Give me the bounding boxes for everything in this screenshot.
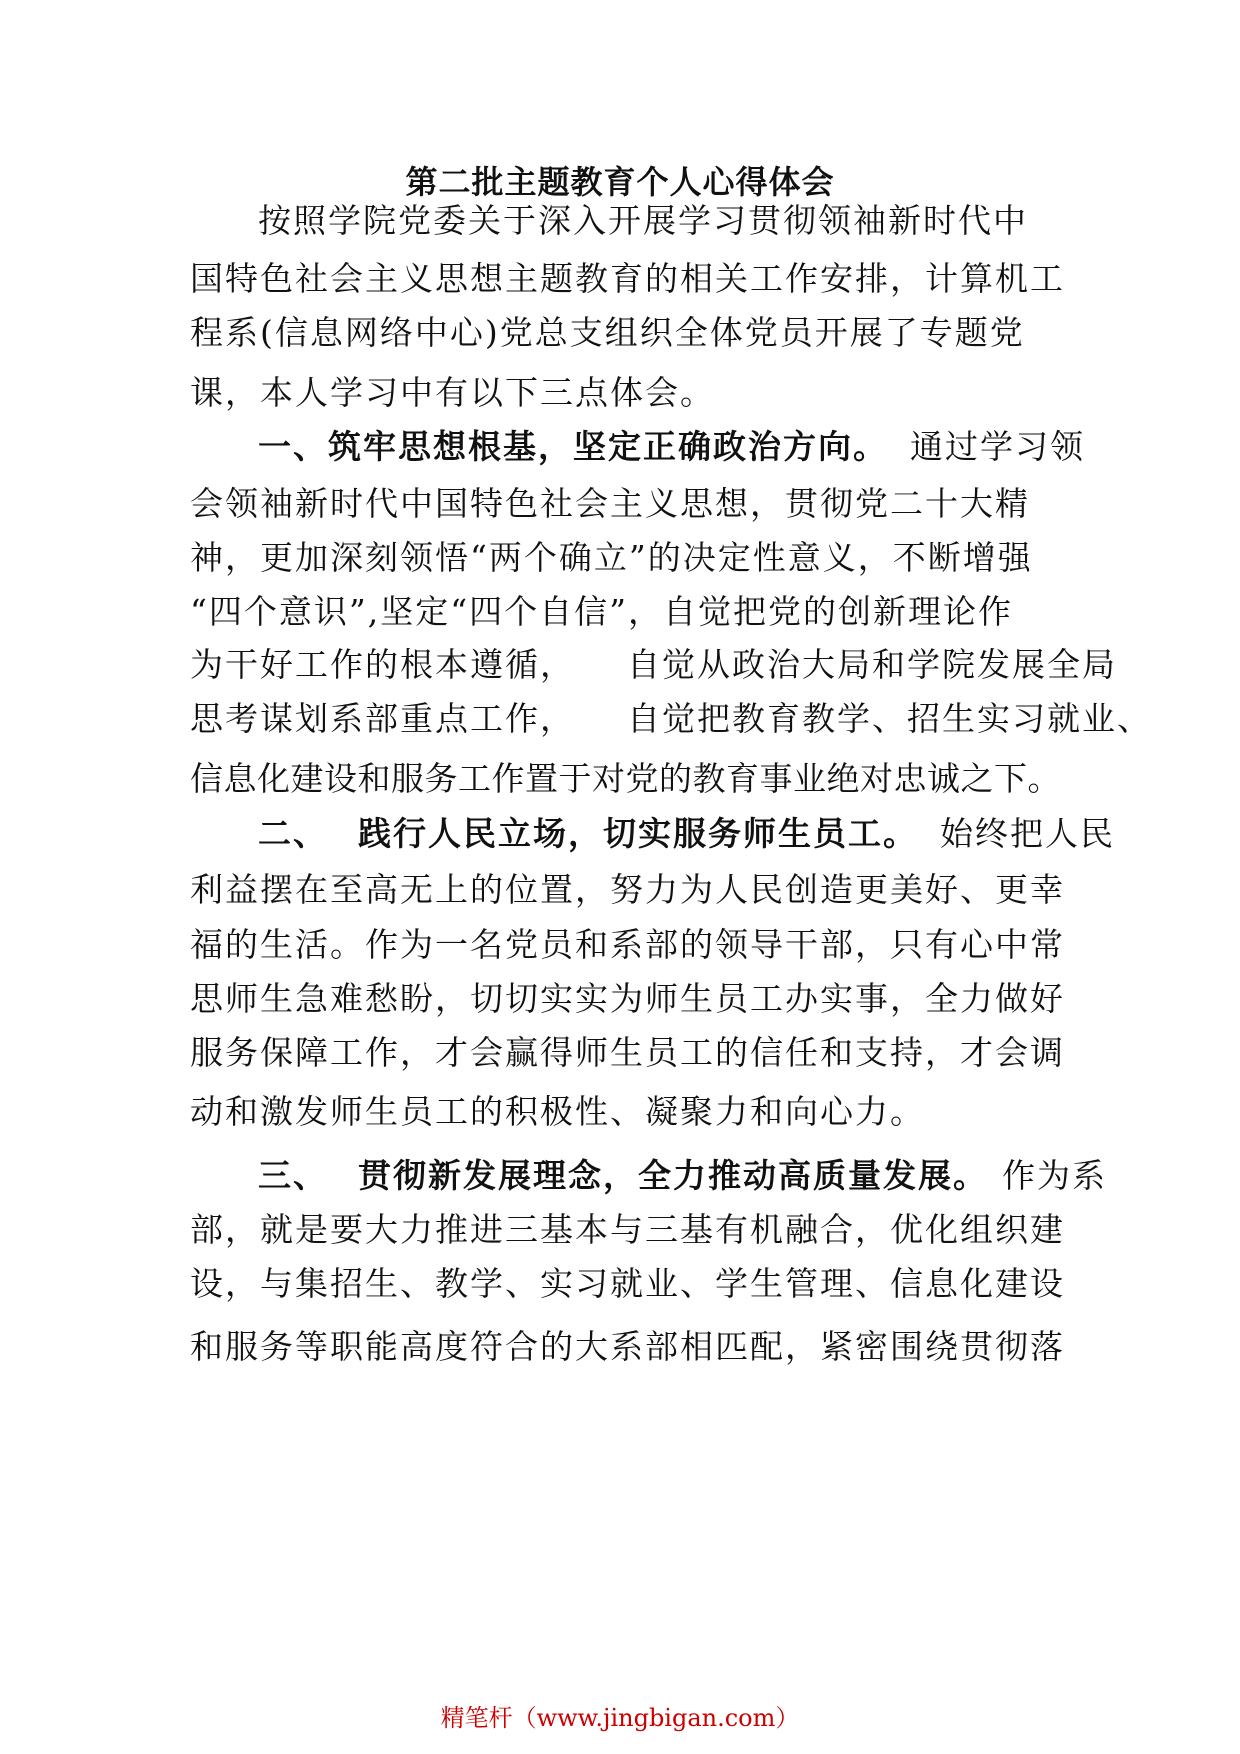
section3-number: 三、 xyxy=(258,1156,328,1195)
section1-line-6b: 自觉把教育教学、招生实习就业、 xyxy=(627,699,1152,738)
section1-line-3: 神，更加深刻领悟“两个确立”的决定性意义，不断增强 xyxy=(190,538,1033,577)
section1-line-5a: 为干好工作的根本遵循， xyxy=(190,645,575,684)
section2-first-line xyxy=(258,812,1115,856)
intro-line-4: 课，本人学习中有以下三点体会。 xyxy=(190,373,715,412)
intro-line-2: 国特色社会主义思想主题教育的相关工作安排，计算机工 xyxy=(190,259,1065,298)
footer-watermark: 精笔杆（www.jingbigan.com） xyxy=(440,1704,800,1732)
section2-line-5: 服务保障工作，才会赢得师生员工的信任和支持，才会调 xyxy=(190,1033,1065,1072)
section3-line-3: 设，与集招生、教学、实习就业、学生管理、信息化建设 xyxy=(190,1264,1065,1303)
section1-line-4: “四个意识”,坚定“四个自信”，自觉把党的创新理论作 xyxy=(190,592,1013,631)
section2-line-4: 思师生急难愁盼，切切实实为师生员工办实事，全力做好 xyxy=(190,979,1065,1018)
section3-first-line xyxy=(258,1154,1107,1198)
section1-line-6 xyxy=(190,697,1152,741)
section2-first-line-rest: 始终把人民 xyxy=(940,814,1115,853)
section1-line-5b: 自觉从政治大局和学院发展全局 xyxy=(627,645,1117,684)
section3-heading: 贯彻新发展理念，全力推动高质量发展。 xyxy=(358,1156,988,1195)
section1-line-6a: 思考谋划系部重点工作， xyxy=(190,699,575,738)
section1-first-line-rest: 通过学习领 xyxy=(910,427,1085,466)
section2-line-2: 利益摆在至高无上的位置，努力为人民创造更美好、更幸 xyxy=(190,870,1065,909)
section1-line-7: 信息化建设和服务工作置于对党的教育事业绝对忠诚之下。 xyxy=(190,759,1061,798)
section1-line-2: 会领袖新时代中国特色社会主义思想，贯彻党二十大精 xyxy=(190,484,1030,523)
intro-line-1: 按照学院党委关于深入开展学习贯彻领袖新时代中 xyxy=(258,201,1028,240)
section1-first-line xyxy=(258,425,1085,469)
intro-line-3: 程系(信息网络中心)党总支组织全体党员开展了专题党 xyxy=(190,313,1025,352)
section2-number: 二、 xyxy=(258,814,328,853)
section1-line-5 xyxy=(190,643,1117,687)
section2-line-6: 动和激发师生员工的积极性、凝聚力和向心力。 xyxy=(190,1092,925,1131)
section2-line-3: 福的生活。作为一名党员和系部的领导干部，只有心中常 xyxy=(190,925,1065,964)
section3-line-2: 部，就是要大力推进三基本与三基有机融合，优化组织建 xyxy=(190,1210,1065,1249)
section1-heading: 一、筑牢思想根基，坚定正确政治方向。 xyxy=(258,427,888,466)
section3-line-4: 和服务等职能高度符合的大系部相匹配，紧密围绕贯彻落 xyxy=(190,1327,1065,1366)
document-title: 第二批主题教育个人心得体会 xyxy=(405,163,835,201)
section3-first-line-rest: 作为系 xyxy=(1002,1156,1107,1195)
section2-heading: 践行人民立场，切实服务师生员工。 xyxy=(358,814,918,853)
